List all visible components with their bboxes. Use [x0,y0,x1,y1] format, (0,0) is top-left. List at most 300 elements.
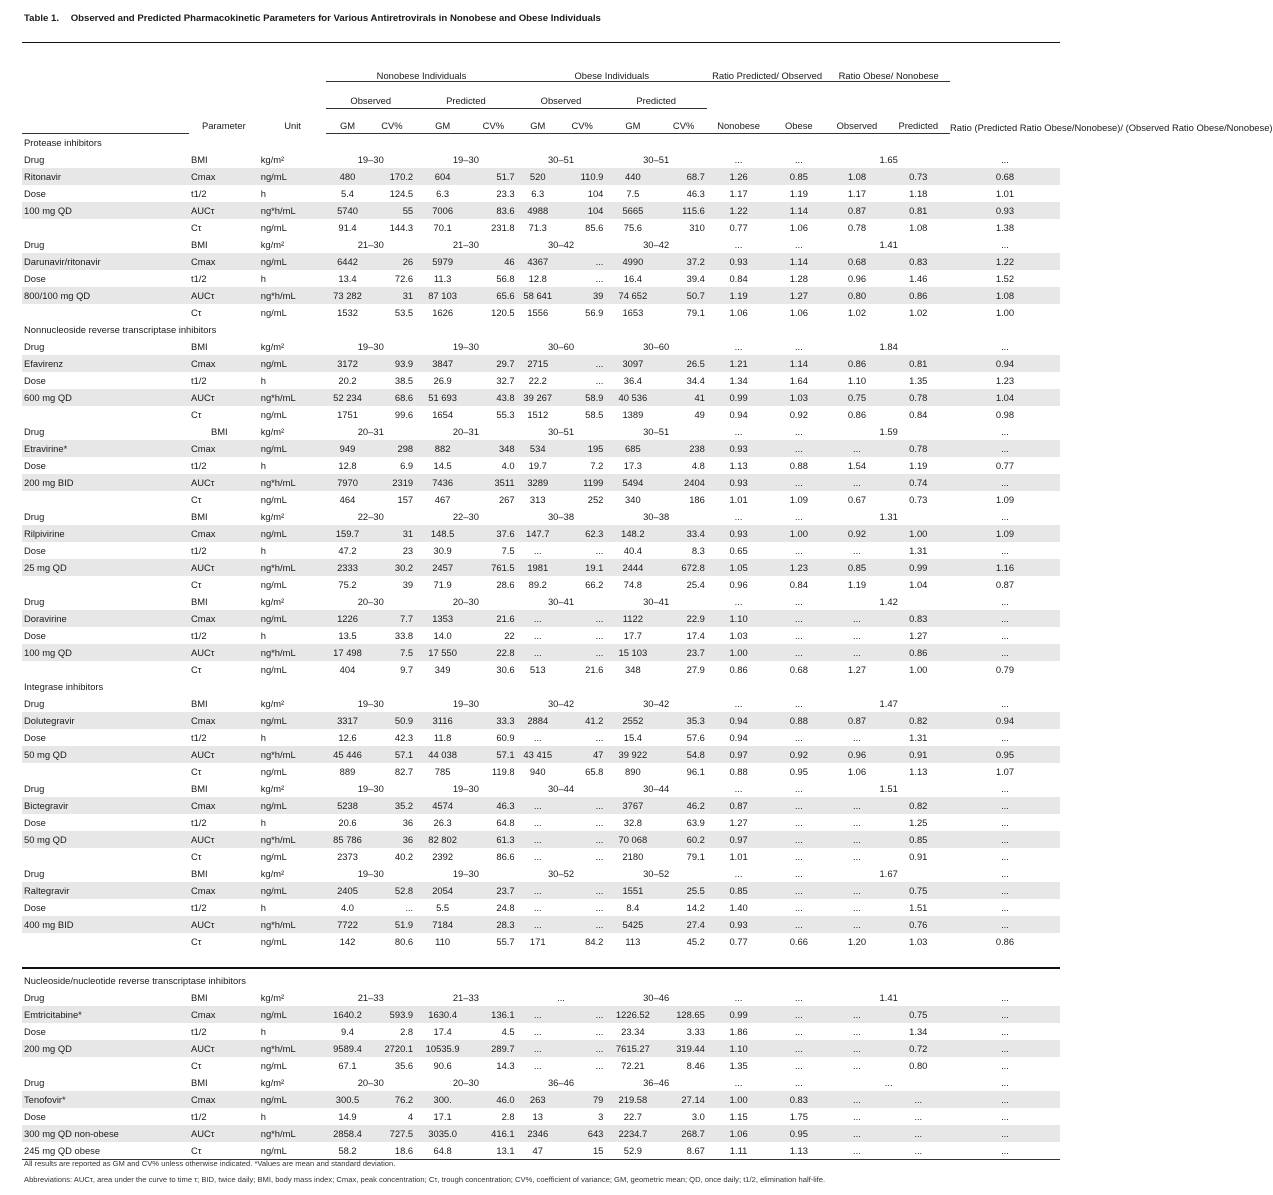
param-name: Cτ [190,851,202,862]
obese-pred-gm: 3767 [605,797,660,814]
unit: h [260,460,266,471]
ratio-po-obese: 1.28 [789,273,808,284]
unit: kg/m² [260,511,285,522]
nonobese-obs-cv: 31 [369,525,416,542]
ratio-po-nonobese: 1.15 [729,1111,748,1122]
ratio-on-observed: 0.87 [827,712,886,729]
nonobese-pred-cv: 23.3 [496,188,515,199]
nonobese-pred-gm: 51 693 [415,389,470,406]
footnote-abbreviations: Abbreviations: AUCτ, area under the curve to time τ; BID, twice daily; BMI, body mass index; Cmax, peak concentration; Cτ, trough concentration; CV%, coefficient of variance; GM, geometric mean; QD, once daily; t1/2, elimination half-life. [24,1175,826,1184]
row-label: Dose [24,188,46,199]
ratio-po-nonobese: ... [734,1077,743,1088]
nonobese-obs-cv: 53.5 [394,307,414,318]
ratio-on-observed: ... [827,1006,886,1023]
bmi-nonobese-predicted: 21–30 [452,239,479,250]
ratio-po-nonobese: ... [734,596,743,607]
row-label: 600 mg QD [22,389,189,406]
ratio-on-observed: ... [827,831,886,848]
nonobese-pred-cv: 23.7 [470,882,517,899]
bmi-ratio-obese-nonobese: 1.67 [879,868,898,879]
obese-pred-gm: 75.6 [623,222,642,233]
obese-obs-cv: ... [559,797,606,814]
ratio-on-predicted: 0.85 [887,831,950,848]
obese-pred-cv: 68.7 [660,168,707,185]
obese-obs-gm: 3289 [517,474,559,491]
table-row [22,168,1060,185]
unit: ng*h/mL [259,831,327,848]
param-name: BMI [190,154,208,165]
ratio-po-nonobese: 0.88 [729,766,748,777]
nonobese-obs-gm: 480 [326,168,368,185]
nonobese-obs-gm: 2373 [337,851,358,862]
ratio-po-nonobese: 1.17 [729,188,748,199]
footnote-results: All results are reported as GM and CV% unless otherwise indicated. *Values are mean and standard deviation. [24,1159,396,1168]
ratio-po-obese: 0.95 [770,1125,827,1142]
ratio-final: ... [950,1040,1060,1057]
obese-obs-gm: 171 [529,936,546,947]
bmi-obese-observed: 30–42 [547,239,575,250]
row-label: Drug [24,783,45,794]
ratio-po-nonobese: ... [734,868,743,879]
ratio-final: ... [950,1091,1060,1108]
bmi-nonobese-observed: 19–30 [357,341,384,352]
ratio-final: 1.38 [995,222,1015,233]
table-row [22,491,1060,508]
ratio-po-nonobese: 1.34 [729,375,748,386]
obese-pred-gm: 890 [625,766,641,777]
ratio-on-observed: 0.86 [827,355,886,372]
ratio-on-predicted: 0.72 [887,1040,950,1057]
param-name: t1/2 [190,273,207,284]
bmi-obese-predicted: 30–51 [643,154,670,165]
bmi-nonobese-observed: 19–30 [357,868,384,879]
obese-obs-gm: 4367 [517,253,559,270]
nonobese-obs-cv: 2720.1 [369,1040,416,1057]
obese-obs-gm: 513 [529,664,546,675]
param-name: t1/2 [190,902,207,913]
unit: ng*h/mL [259,559,327,576]
nonobese-pred-cv: 33.3 [470,712,517,729]
unit: h [260,545,266,556]
unit: kg/m² [260,992,285,1003]
bmi-obese-observed: 36–46 [547,1077,575,1088]
unit: kg/m² [260,426,285,437]
obese-pred-cv: 49 [694,409,705,420]
nonobese-pred-cv: 119.8 [491,766,515,777]
unit: ng/mL [259,797,327,814]
ratio-on-predicted: 0.73 [909,494,928,505]
nonobese-pred-gm: 71.9 [433,579,452,590]
table-row [22,270,1060,287]
nonobese-pred-gm: 17.4 [433,1026,452,1037]
param-name: Cmax [189,882,259,899]
ratio-po-obese: 0.66 [789,936,808,947]
nonobese-pred-cv: 65.6 [470,287,517,304]
nonobese-pred-cv: 46.3 [470,797,517,814]
ratio-on-predicted: 1.19 [909,460,928,471]
section-title: Protease inhibitors [24,137,102,148]
obese-obs-gm: ... [533,902,542,913]
obese-pred-cv: 3.0 [691,1111,705,1122]
row-label: Dose [24,460,46,471]
header-obese: Obese Individuals [517,43,707,82]
table-row [22,1074,1060,1091]
ratio-po-obese: ... [770,1040,827,1057]
obese-pred-gm: 74 652 [605,287,660,304]
obese-pred-gm: 148.2 [605,525,660,542]
pk-table [22,42,1273,1160]
ratio-po-obese: ... [794,341,803,352]
ratio-final: ... [1001,868,1009,879]
nonobese-obs-cv: 2319 [369,474,416,491]
table-row [22,989,1060,1006]
row-label: Dose [24,273,46,284]
bmi-ratio-obese-nonobese: 1.41 [879,239,898,250]
ratio-final: 0.68 [950,168,1060,185]
table-row [22,661,1060,678]
ratio-on-observed: 1.27 [847,664,867,675]
bmi-nonobese-predicted: 19–30 [452,783,479,794]
ratio-po-obese: 1.64 [789,375,808,386]
ratio-po-obese: ... [794,596,803,607]
obese-pred-gm: 1551 [605,882,660,899]
ratio-po-nonobese: 1.13 [729,460,748,471]
nonobese-obs-cv: 593.9 [369,1006,416,1023]
header-nonobese-predicted: Predicted [415,82,516,109]
ratio-final: ... [1001,154,1009,165]
ratio-po-nonobese: ... [734,341,743,352]
unit: h [260,630,266,641]
nonobese-obs-cv: 23 [402,545,414,556]
ratio-final: ... [1001,426,1009,437]
obese-pred-gm: 8.4 [626,902,640,913]
param-name: AUCτ [189,287,259,304]
ratio-final: ... [950,610,1060,627]
nonobese-pred-gm: 11.8 [433,732,452,743]
unit: kg/m² [260,341,285,352]
obese-pred-gm: 7.5 [626,188,640,199]
ratio-po-obese: ... [794,992,803,1003]
table-row [22,848,1060,865]
unit: h [260,1026,266,1037]
nonobese-pred-cv: 289.7 [470,1040,517,1057]
table-row [22,219,1060,236]
table-row [22,797,1060,814]
ratio-po-obese: ... [794,239,803,250]
nonobese-obs-cv: 4 [407,1111,414,1122]
nonobese-pred-cv: 4.5 [501,1026,515,1037]
ratio-on-predicted: 0.84 [909,409,928,420]
row-label: Drug [24,1077,45,1088]
bmi-nonobese-predicted: 20–30 [452,596,479,607]
param-name: Cmax [189,440,259,457]
ratio-po-obese: ... [794,154,803,165]
param-name: Cτ [190,409,202,420]
ratio-on-observed: ... [827,644,886,661]
nonobese-obs-cv: 26 [369,253,416,270]
bmi-obese-observed: ... [557,992,565,1003]
ratio-po-obese: 1.14 [770,202,827,219]
unit: ng*h/mL [259,287,327,304]
ratio-on-observed: ... [853,630,861,641]
param-name: Cτ [190,494,202,505]
nonobese-pred-cv: 136.1 [470,1006,517,1023]
row-label: Ritonavir [22,168,189,185]
section-title: Nucleoside/nucleotide reverse transcriptase inhibitors [24,975,246,986]
row-label: Dose [24,375,46,386]
nonobese-pred-gm: 1626 [432,307,454,318]
obese-pred-gm: 15.4 [623,732,642,743]
bmi-ratio-obese-nonobese: 1.42 [879,596,898,607]
obese-obs-gm: ... [517,916,559,933]
ratio-on-predicted: 0.76 [887,916,950,933]
obese-pred-gm: 219.58 [605,1091,660,1108]
bmi-obese-observed: 30–41 [547,596,575,607]
nonobese-obs-gm: 159.7 [326,525,368,542]
obese-pred-gm: 74.8 [623,579,642,590]
ratio-final: ... [950,797,1060,814]
ratio-po-nonobese: 0.87 [707,797,770,814]
nonobese-pred-cv: 416.1 [470,1125,517,1142]
ratio-on-observed: 1.20 [847,936,867,947]
ratio-on-predicted: 0.83 [887,610,950,627]
header-ratio-final: Ratio (Predicted Ratio Obese/Nonobese)/ (Observed Ratio Obese/Nonobese) [950,43,1060,134]
ratio-po-nonobese: 0.86 [729,664,748,675]
obese-obs-gm: 6.3 [531,188,545,199]
row-label: Drug [24,511,45,522]
ratio-on-predicted: 1.00 [887,525,950,542]
nonobese-obs-gm: 1751 [337,409,358,420]
unit: ng/mL [260,222,287,233]
bmi-obese-predicted: 30–44 [643,783,670,794]
header-gm: GM [326,109,368,134]
obese-obs-gm: 940 [529,766,546,777]
ratio-final: 1.00 [995,307,1015,318]
param-name: Cτ [190,664,202,675]
row-label: Drug [24,596,45,607]
ratio-po-nonobese: 0.97 [707,831,770,848]
nonobese-obs-cv: 18.6 [369,1142,416,1160]
obese-obs-gm: 1981 [517,559,559,576]
ratio-final: 1.22 [950,253,1060,270]
nonobese-obs-cv: 76.2 [369,1091,416,1108]
obese-obs-cv: ... [559,253,606,270]
obese-obs-cv: 66.2 [585,579,604,590]
ratio-po-obese: 1.19 [789,188,808,199]
header-gm: GM [605,109,660,134]
obese-pred-gm: 36.4 [623,375,642,386]
obese-obs-cv: ... [559,1040,606,1057]
obese-pred-cv: 39.4 [686,273,705,284]
table-row [22,1091,1060,1108]
obese-pred-gm: 70 068 [605,831,660,848]
bmi-obese-predicted: 30–38 [643,511,670,522]
param-name: AUCτ [189,559,259,576]
bmi-nonobese-predicted: 20–31 [452,426,479,437]
row-label: Dolutegravir [22,712,189,729]
obese-pred-cv: 8.3 [691,545,705,556]
unit: ng/mL [259,253,327,270]
bmi-nonobese-predicted: 22–30 [452,511,479,522]
param-name: BMI [210,426,228,437]
ratio-po-obese: 0.92 [770,746,827,763]
nonobese-obs-gm: 6442 [326,253,368,270]
ratio-po-nonobese: 0.97 [707,746,770,763]
obese-obs-cv: 62.3 [559,525,606,542]
ratio-po-obese: ... [794,511,803,522]
obese-pred-gm: 23.34 [621,1026,645,1037]
nonobese-obs-cv: 39 [402,579,414,590]
obese-obs-cv: ... [595,273,604,284]
table-header [22,43,1273,134]
nonobese-pred-gm: 110 [435,936,451,947]
obese-obs-gm: 39 267 [517,389,559,406]
table-row [22,729,1060,746]
ratio-po-obese: ... [794,426,803,437]
row-label: Drug [24,341,45,352]
ratio-po-obese: 1.14 [770,253,827,270]
obese-pred-cv: 310 [689,222,705,233]
nonobese-pred-cv: 28.3 [470,916,517,933]
obese-obs-gm: ... [533,1026,542,1037]
ratio-final: ... [950,1142,1060,1160]
ratio-on-predicted: 0.78 [887,440,950,457]
nonobese-obs-gm: 14.9 [338,1111,357,1122]
ratio-po-obese: ... [794,630,803,641]
nonobese-pred-gm: 26.9 [433,375,452,386]
bmi-ratio-obese-nonobese: ... [884,1077,893,1088]
obese-pred-gm: 4990 [605,253,660,270]
nonobese-obs-cv: 50.9 [369,712,416,729]
nonobese-obs-gm: 58.2 [326,1142,368,1160]
obese-obs-cv: 85.6 [585,222,604,233]
nonobese-pred-cv: 267 [498,494,515,505]
ratio-on-observed: ... [827,1125,886,1142]
bmi-obese-predicted: 30–46 [643,992,670,1003]
obese-obs-gm: 71.3 [528,222,547,233]
ratio-on-predicted: 0.75 [887,882,950,899]
section-title: Nonnucleoside reverse transcriptase inhibitors [24,324,217,335]
obese-pred-cv: 46.2 [660,797,707,814]
table-row [22,933,1060,950]
obese-obs-gm: 313 [529,494,546,505]
row-label [22,933,189,950]
param-name: t1/2 [190,1111,207,1122]
nonobese-obs-cv: 72.6 [394,273,414,284]
bmi-nonobese-predicted: 19–30 [452,868,479,879]
nonobese-obs-gm: 1226 [326,610,368,627]
row-label: 25 mg QD [22,559,189,576]
ratio-on-observed: 1.17 [847,188,867,199]
nonobese-obs-cv: 68.6 [369,389,416,406]
nonobese-obs-gm: 2405 [326,882,368,899]
param-name: AUCτ [189,1125,259,1142]
obese-obs-gm: 58 641 [517,287,559,304]
row-label: Emtricitabine* [22,1006,189,1023]
obese-pred-cv: 14.2 [686,902,705,913]
ratio-final: ... [1001,596,1009,607]
ratio-on-predicted: 0.78 [887,389,950,406]
ratio-po-obese: ... [770,831,827,848]
obese-pred-cv: 27.14 [660,1091,707,1108]
table-row [22,780,1060,797]
table-row [22,882,1060,899]
obese-pred-gm: 340 [625,494,641,505]
ratio-final: 1.09 [950,525,1060,542]
nonobese-pred-cv: 29.7 [470,355,517,372]
row-label: Drug [24,239,45,250]
ratio-final: ... [1001,1060,1009,1071]
table-row [22,1142,1060,1160]
ratio-final: ... [1001,1026,1009,1037]
obese-obs-cv: 7.2 [590,460,604,471]
ratio-po-nonobese: 0.93 [707,916,770,933]
param-name: Cmax [189,168,259,185]
nonobese-obs-gm: 13.4 [338,273,357,284]
ratio-po-nonobese: 0.93 [707,525,770,542]
param-name: AUCτ [189,831,259,848]
ratio-on-observed: 0.92 [827,525,886,542]
section-header-row [22,678,1060,695]
obese-obs-cv: 39 [559,287,606,304]
ratio-on-predicted: 0.83 [887,253,950,270]
row-label: Drug [24,992,45,1003]
unit: kg/m² [260,783,285,794]
row-label: Drug [24,698,45,709]
unit: ng/mL [260,936,287,947]
unit: ng/mL [260,664,287,675]
row-label: 200 mg BID [22,474,189,491]
ratio-po-nonobese: 1.10 [707,610,770,627]
header-cv: CV% [369,109,416,134]
param-name: Cτ [190,1060,202,1071]
ratio-on-predicted: 0.91 [887,746,950,763]
table-row [22,457,1060,474]
nonobese-pred-gm: 1630.4 [415,1006,470,1023]
nonobese-obs-cv: 7.7 [369,610,416,627]
obese-obs-gm: 19.7 [528,460,547,471]
ratio-on-predicted: ... [887,1142,950,1160]
param-name: BMI [190,783,208,794]
header-ratio-obese-nonobese: Ratio Obese/ Nonobese [827,43,950,82]
ratio-on-observed: ... [827,1040,886,1057]
row-label [22,763,189,780]
row-label [22,1057,189,1074]
table-row [22,236,1060,253]
header-gm: GM [415,109,470,134]
nonobese-pred-gm: 64.8 [415,1142,470,1160]
nonobese-pred-cv: 120.5 [491,307,515,318]
table-row [22,559,1060,576]
ratio-on-observed: 0.78 [847,222,867,233]
ratio-on-predicted: 0.80 [909,1060,928,1071]
ratio-po-nonobese: 1.00 [707,644,770,661]
obese-obs-cv: 79 [559,1091,606,1108]
obese-pred-cv: 25.4 [686,579,705,590]
nonobese-pred-gm: 4574 [415,797,470,814]
nonobese-obs-gm: 889 [339,766,356,777]
nonobese-obs-gm: 7722 [326,916,368,933]
row-label: 200 mg QD [22,1040,189,1057]
bmi-obese-predicted: 30–41 [643,596,670,607]
ratio-on-predicted: 1.31 [909,545,928,556]
header-predicted-col: Predicted [887,109,950,134]
bmi-ratio-obese-nonobese: 1.65 [879,154,898,165]
nonobese-obs-cv: 35.6 [394,1060,414,1071]
obese-obs-cv: ... [595,902,604,913]
obese-pred-gm: 7615.27 [605,1040,660,1057]
param-name: t1/2 [190,460,207,471]
